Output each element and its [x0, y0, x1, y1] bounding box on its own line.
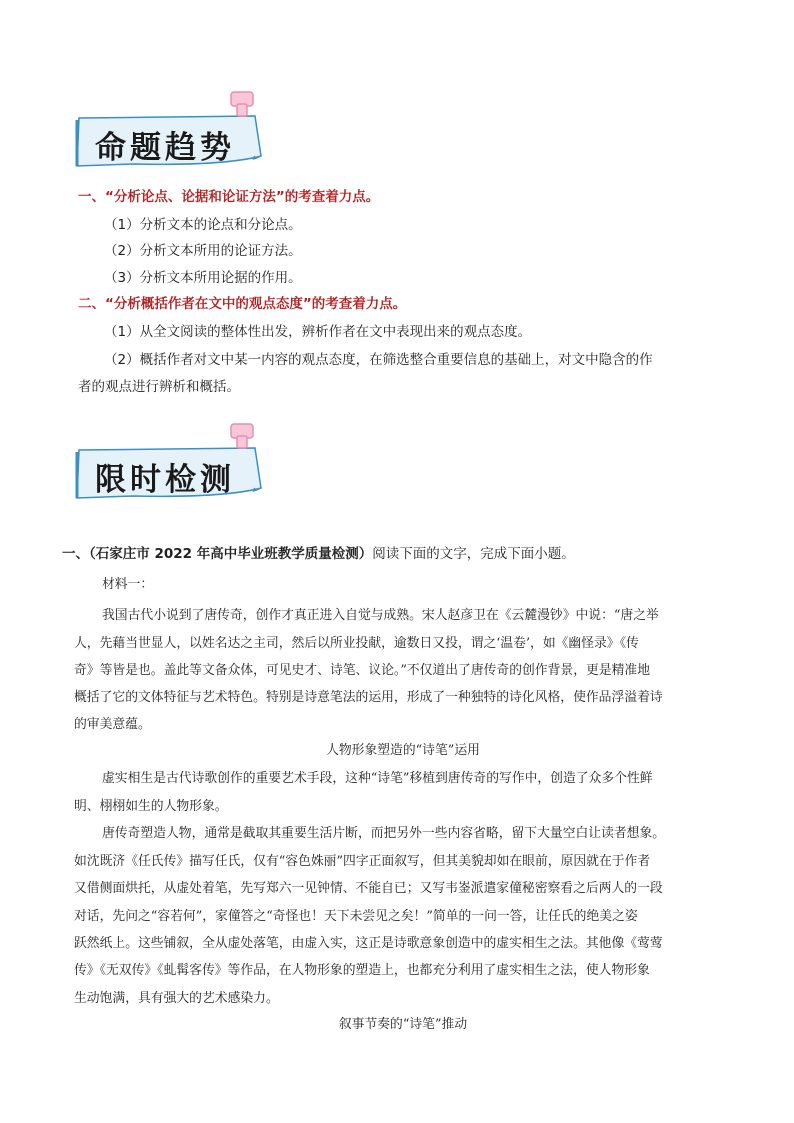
para3-line-1: 唐传奇塑造人物，通常是截取其重要生活片断，而把另外一些内容省略，留下大量空白让读者想象。: [102, 826, 666, 841]
point1-item-3: （3）分析文本所用论据的作用。: [104, 270, 302, 286]
para1-line-2: 人，先藉当世显人，以姓名达之主司，然后以所业投献，逾数日又投，谓之‘温卷’，如《幽怪录》《传: [74, 636, 639, 651]
subtitle-narrative: 叙事节奏的“诗笔”推动: [338, 1017, 468, 1032]
material-body: [74, 0, 728, 1123]
point2-item-2: （2）概括作者对文中某一内容的观点态度，在筛选整合重要信息的基础上，对文中隐含的作: [104, 352, 653, 368]
question-source: （石家庄市 2022 年高中毕业班教学质量检测）: [89, 546, 373, 562]
question-text: 阅读下面的文字，完成下面小题。: [372, 546, 575, 562]
para1-line-3: 奇》等皆是也。盖此等文备众体，可见史才、诗笔、议论。”不仅道出了唐传奇的创作背景，更是精准地: [74, 663, 651, 678]
para3-line-5: 跃然纸上。这些铺叙，全从虚处落笔，由虚入实，这正是诗歌意象创造中的虚实相生之法。其他像《莺莺: [74, 936, 663, 951]
para2-line-2: 明、栩栩如生的人物形象。: [74, 799, 228, 814]
subtitle-character: 人物形象塑造的“诗笔”运用: [326, 743, 480, 758]
section-title: 命题趋势: [95, 130, 235, 166]
para3-line-7: 生动饱满，具有强大的艺术感染力。: [74, 991, 279, 1006]
section-title: 限时检测: [95, 462, 235, 498]
point2-item-1: （1）从全文阅读的整体性出发，辨析作者在文中表现出来的观点态度。: [104, 324, 532, 340]
point2-title: 二、“分析概括作者在文中的观点态度”的考查着力点。: [78, 296, 407, 312]
point1-item-2: （2）分析文本所用的论证方法。: [104, 243, 302, 259]
question-prefix: 一、: [62, 546, 89, 562]
material-label: 材料一：: [102, 577, 154, 592]
para1-line-5: 的审美意蕴。: [74, 717, 151, 732]
point1-item-1: （1）分析文本的论点和分论点。: [104, 217, 302, 233]
para3-line-6: 传》《无双传》《虬髯客传》等作品，在人物形象的塑造上，也都充分利用了虚实相生之法，使人物形象: [74, 963, 650, 978]
para3-line-3: 又借侧面烘托，从虚处着笔，先写郑六一见钟情、不能自已；又写韦崟派遣家僮秘密察看之后两人的一段: [74, 881, 663, 896]
para1-line-1: 我国古代小说到了唐传奇，创作才真正进入自觉与成熟。宋人赵彦卫在《云麓漫钞》中说：“唐之举: [102, 608, 659, 623]
para2-line-1: 虚实相生是古代诗歌创作的重要艺术手段，这种“诗笔”移植到唐传奇的写作中，创造了众多个性鲜: [102, 771, 653, 786]
para1-line-4: 概括了它的文体特征与艺术特色。特别是诗意笔法的运用，形成了一种独特的诗化风格，使作品浮溢着诗: [74, 690, 663, 705]
point1-title: 一、“分析论点、论据和论证方法”的考查着力点。: [78, 189, 380, 205]
point2-item-2-cont: 者的观点进行辨析和概括。: [78, 379, 240, 395]
para3-line-2: 如沈既济《任氏传》描写任氏，仅有“容色姝丽”四字正面叙写，但其美貌却如在眼前，原因就在于作者: [74, 854, 651, 869]
para3-line-4: 对话，先问之“容若何”，家僮答之“奇怪也！天下未尝见之矣！”简单的一问一答，让任氏的绝美之姿: [74, 909, 638, 924]
